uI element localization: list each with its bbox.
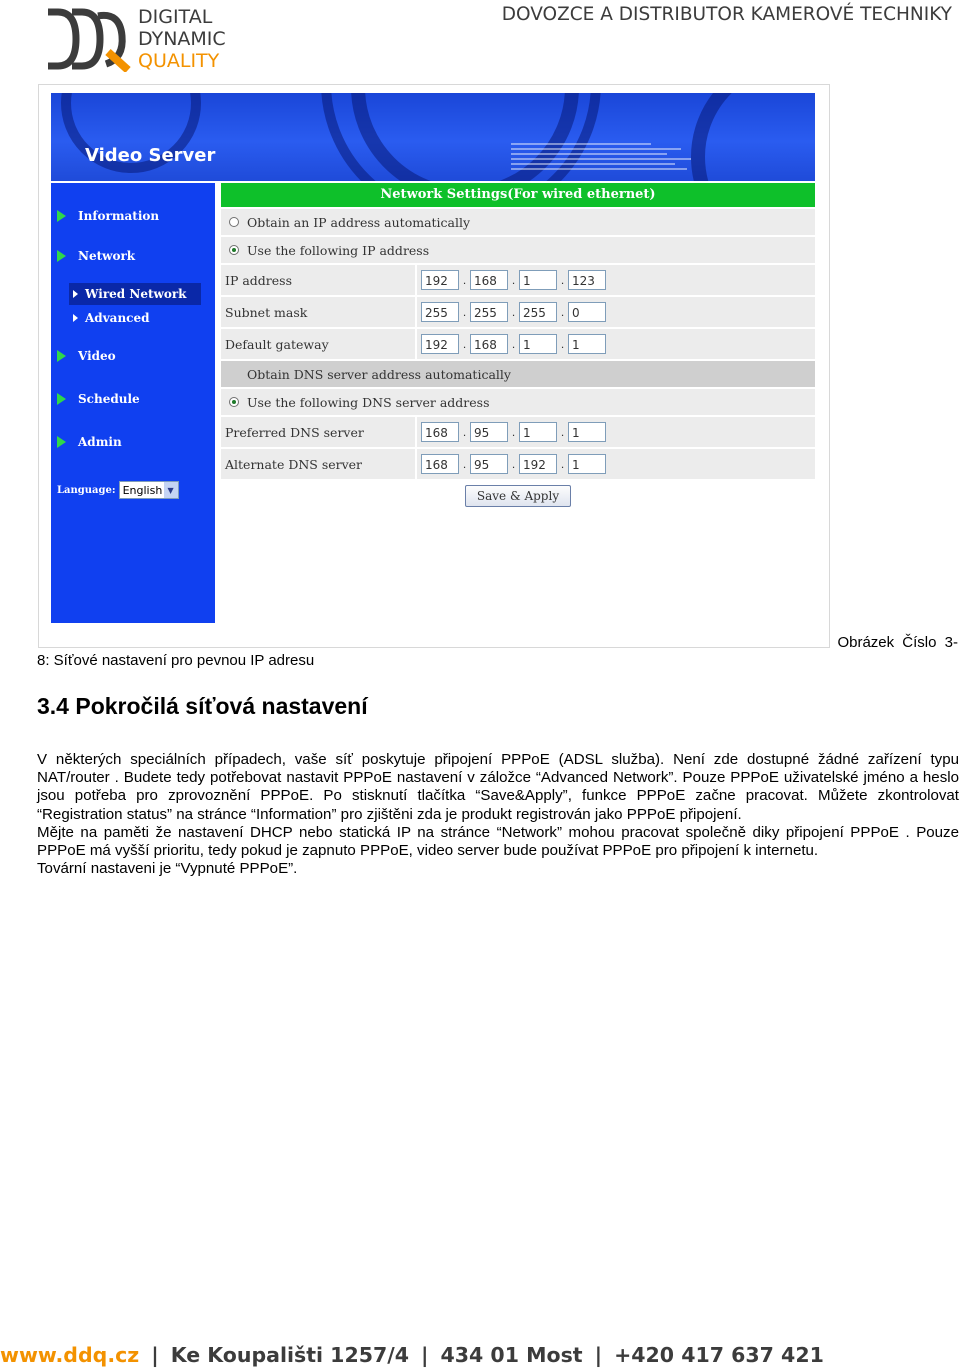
ip-address-row: IP address 192 . 168 . 1 . 123 (221, 265, 815, 295)
dns-manual-option[interactable] (221, 389, 815, 415)
ip-auto-label: Obtain an IP address automatically (247, 214, 471, 230)
dns-octet-input[interactable]: 1 (519, 422, 557, 442)
ip-manual-label: Use the following IP address (247, 242, 430, 258)
gateway-octet-input[interactable]: 168 (470, 334, 508, 354)
gateway-row: Default gateway 192 . 168 . 1 . 1 (221, 329, 815, 359)
sidebar-item-label: Network (78, 249, 136, 263)
arrow-icon (57, 350, 66, 362)
triangle-icon (73, 290, 78, 298)
language-select[interactable] (119, 481, 179, 499)
footer-separator: | (421, 1343, 429, 1367)
footer-address: Ke Koupališti 1257/4 (170, 1343, 409, 1367)
ip-octet-input[interactable]: 1 (519, 270, 557, 290)
company-tagline: DOVOZCE A DISTRIBUTOR KAMEROVÉ TECHNIKY (501, 4, 952, 25)
footer-phone: +420 417 637 421 (614, 1343, 824, 1367)
sidebar-item-information[interactable] (57, 205, 159, 227)
ip-octet-input[interactable]: 192 (421, 270, 459, 290)
radio-button[interactable] (229, 217, 239, 227)
footer-separator: | (594, 1343, 603, 1367)
ddq-logo-icon (44, 6, 132, 72)
language-value: English (122, 483, 163, 497)
dns-octet-input[interactable]: 1 (568, 422, 606, 442)
panel-heading: Network Settings(For wired ethernet) (221, 183, 815, 207)
gateway-octet-input[interactable]: 1 (568, 334, 606, 354)
ip-manual-option[interactable] (221, 237, 815, 263)
dns-octet-input[interactable]: 168 (421, 454, 459, 474)
chevron-down-icon: ▼ (164, 482, 178, 498)
arrow-icon (57, 250, 66, 262)
gateway-octet-input[interactable]: 192 (421, 334, 459, 354)
dns-manual-label: Use the following DNS server address (247, 394, 490, 410)
subnet-label: Subnet mask (221, 297, 415, 327)
subnet-octet-input[interactable]: 0 (568, 302, 606, 322)
sidebar-item-label: Wired Network (85, 287, 187, 301)
dns-octet-input[interactable]: 192 (519, 454, 557, 474)
subnet-octet-input[interactable]: 255 (470, 302, 508, 322)
paragraph: Tovární nastaveni je “Vypnuté PPPoE”. (37, 860, 298, 878)
sidebar-item-schedule[interactable] (57, 388, 140, 410)
dns-octet-input[interactable]: 1 (568, 454, 606, 474)
sidebar-item-admin[interactable] (57, 431, 122, 453)
subnet-octet-input[interactable]: 255 (421, 302, 459, 322)
page-footer (0, 1343, 960, 1367)
footer-separator: | (151, 1343, 159, 1367)
company-logo (44, 6, 244, 72)
figure-caption-end: 8: Síťové nastavení pro pevnou IP adresu (37, 652, 315, 669)
sidebar (51, 183, 215, 623)
ip-octet-input[interactable]: 168 (470, 270, 508, 290)
radio-button-selected[interactable] (229, 397, 239, 407)
ip-octet-input[interactable]: 123 (568, 270, 606, 290)
arrow-icon (57, 393, 66, 405)
arrow-icon (57, 210, 66, 222)
dns-alternate-row: Alternate DNS server 168 . 95 . 192 . 1 (221, 449, 815, 479)
save-apply-button[interactable]: Save & Apply (465, 485, 571, 507)
gateway-label: Default gateway (221, 329, 415, 359)
sidebar-item-label: Schedule (78, 392, 140, 406)
video-server-screenshot (38, 84, 830, 648)
dns-alternate-label: Alternate DNS server (221, 449, 415, 479)
app-banner (51, 93, 815, 181)
dns-preferred-label: Preferred DNS server (221, 417, 415, 447)
ip-address-label: IP address (221, 265, 415, 295)
language-label: Language: (57, 484, 116, 496)
dns-octet-input[interactable]: 95 (470, 454, 508, 474)
logo-line-3: QUALITY (138, 50, 220, 72)
dns-auto-option[interactable] (221, 361, 815, 387)
sidebar-item-network[interactable] (57, 245, 135, 267)
sidebar-item-video[interactable] (57, 345, 116, 367)
section-body (37, 751, 959, 878)
banner-blurb-text (511, 143, 711, 173)
triangle-icon (73, 314, 78, 322)
gateway-octet-input[interactable]: 1 (519, 334, 557, 354)
sidebar-item-label: Information (78, 209, 160, 223)
footer-website-link[interactable]: www.ddq.cz (0, 1343, 140, 1367)
subnet-octet-input[interactable]: 255 (519, 302, 557, 322)
network-settings-panel (221, 183, 815, 515)
section-heading: 3.4 Pokročilá síťová nastavení (37, 693, 368, 719)
radio-button-selected[interactable] (229, 245, 239, 255)
language-selector (57, 481, 179, 499)
logo-line-1: DIGITAL (138, 6, 213, 28)
dns-octet-input[interactable]: 168 (421, 422, 459, 442)
app-title: Video Server (85, 145, 216, 166)
figure-caption-start: Obrázek Číslo 3- (837, 634, 958, 651)
paragraph: Mějte na paměti že nastavení DHCP nebo statická IP na stránce “Network” mohou pracovat společně diky připojení PPPoE . Pouze PPPoE má vyšší prioritu, tedy pokud je zapnuto PPPoE, video server bude používat PPPoE pro připojení k internetu. (37, 823, 959, 860)
sidebar-item-label: Advanced (85, 311, 150, 325)
sidebar-item-label: Admin (78, 435, 122, 449)
ip-auto-option[interactable] (221, 209, 815, 235)
dns-auto-label: Obtain DNS server address automatically (247, 366, 511, 382)
dns-octet-input[interactable]: 95 (470, 422, 508, 442)
logo-wordmark (138, 6, 226, 72)
sidebar-item-label: Video (78, 349, 116, 363)
sidebar-item-wired-network[interactable] (69, 283, 201, 305)
paragraph: V některých speciálních případech, vaše síť poskytuje připojení PPPoE (ADSL služba). Není zde dostupné žádné zařízení typu NAT/router . Budete tedy potřebovat nastavit PPPoE nastavení v záložce “Advanced Network”. Pouze PPPoE uživatelské jméno a heslo jsou potřeba pro zprovoznění PPPoE. Po stisknutí tlačítka “Save&Apply”, funkce PPPoE začne pracovat. Můžete zkontrolovat “Registration status” na stránce “Information” pro zjištěni zda je produkt registrován jako PPPoE připojení. (37, 751, 959, 823)
sidebar-item-advanced[interactable] (69, 307, 150, 329)
dns-preferred-row: Preferred DNS server 168 . 95 . 1 . 1 (221, 417, 815, 447)
arrow-icon (57, 436, 66, 448)
logo-line-2: DYNAMIC (138, 28, 226, 50)
footer-postcode: 434 01 Most (440, 1343, 583, 1367)
subnet-row: Subnet mask 255 . 255 . 255 . 0 (221, 297, 815, 327)
